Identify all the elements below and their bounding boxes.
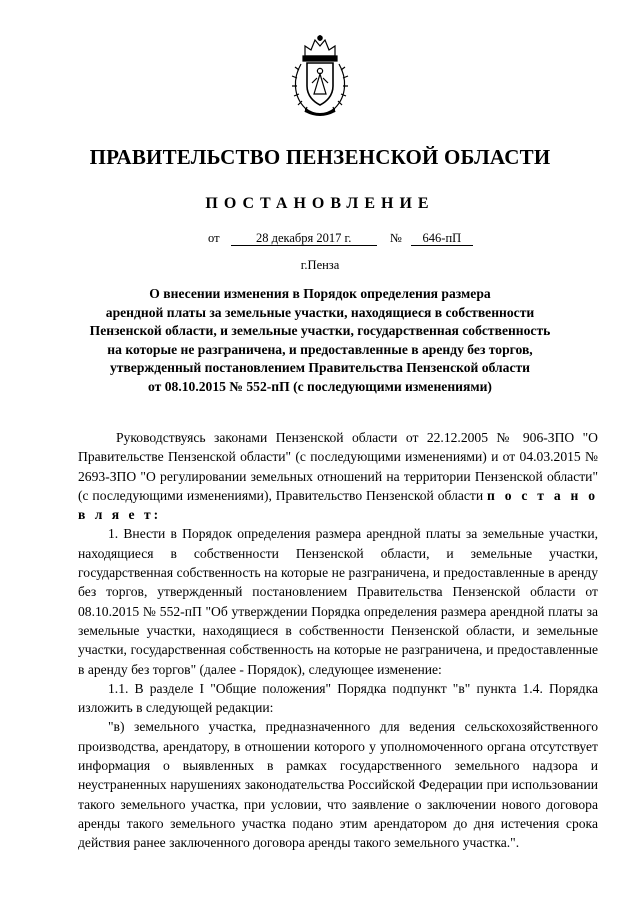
subject-line: на которые не разграничена, и предоставленные в аренду без торгов, [107, 341, 533, 357]
subject-line: Пензенской области, и земельные участки, государственная собственность [89, 323, 551, 338]
document-body [78, 428, 598, 853]
number-field: 646-пП [411, 231, 473, 246]
item-1-paragraph: 1. Внести в Порядок определения размера арендной платы за земельные участки, находящиеся в собственности Пензенской области, и земельные участки, государственная собственность на которые не разграничена, и предоставленные в аренду без торгов, утвержденный постановлением Правительства Пензенской области от 08.10.2015 № 552-пП "Об утверждении Порядка определения размера арендной платы за земельные участки, находящиеся в собственности Пензенской области, и земельные участки, государственная собственность на которые не разграничена, и предоставленные в аренду без торгов" (далее - Порядок), следующее изменение: [78, 526, 598, 677]
subject-line: арендной платы за земельные участки, находящиеся в собственности [105, 304, 535, 320]
date-number-line [208, 231, 473, 246]
preamble-text: Руководствуясь законами Пензенской области от 22.12.2005 № 906-ЗПО "О Правительстве Пензенской области" (с последующими изменениями) и от 04.03.2015 № 2693-ЗПО "О регулировании земельных отношений на территории Пензенской области" (с последующими изменениями), Правительство Пензенской области [78, 430, 598, 503]
item-1-1-paragraph: 1.1. В разделе I "Общие положения" Порядка подпункт "в" пункта 1.4. Порядка изложить в следующей редакции: [78, 680, 598, 716]
coat-of-arms-icon [291, 34, 349, 116]
government-title: ПРАВИТЕЛЬСТВО ПЕНЗЕНСКОЙ ОБЛАСТИ [89, 145, 551, 169]
subject-line: утвержденный постановлением Правительства Пензенской области [109, 360, 531, 375]
document-subject [60, 285, 580, 396]
preamble-paragraph [78, 428, 598, 524]
date-field: 28 декабря 2017 г. [231, 231, 377, 246]
city: г.Пенза [300, 258, 340, 272]
decree-word: п о с т а н о в л я е т: [78, 487, 598, 523]
subject-line: О внесении изменения в Порядок определения размера [149, 286, 491, 301]
document-type: ПОСТАНОВЛЕНИЕ [205, 195, 435, 212]
date-prefix: от [208, 231, 220, 245]
subject-line: от 08.10.2015 № 552-пП (с последующими изменениями) [148, 378, 492, 394]
quoted-paragraph: "в) земельного участка, предназначенного для ведения сельскохозяйственного производства, арендатору, в отношении которого у уполномоченного органа отсутствует информация о выявленных в рамках государственного земельного надзора и неустраненных нарушениях законодательства Российской Федерации при использовании такого земельного участка, при условии, что заявление о заключении нового договора аренды такого земельного участка подано этим арендатором до дня истечения срока действия ранее заключенного договора аренды такого земельного участка.". [78, 719, 598, 851]
number-prefix: № [389, 231, 402, 245]
